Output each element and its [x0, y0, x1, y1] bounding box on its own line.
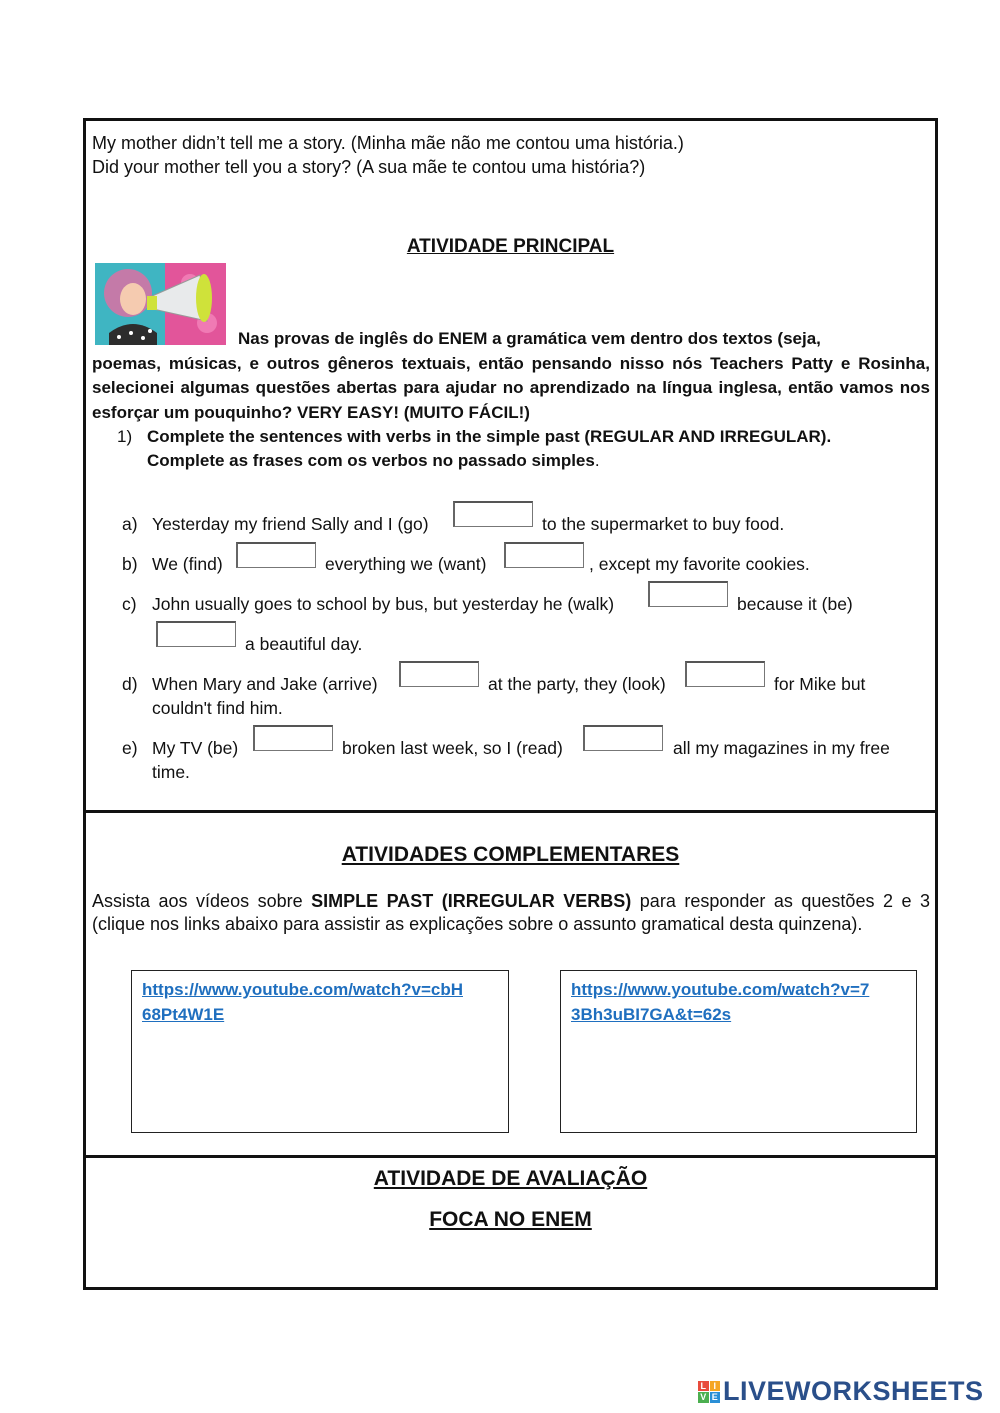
- item-a-letter: a): [122, 514, 138, 534]
- item-b-text-2: everything we (want): [325, 554, 487, 574]
- item-a-text-1: Yesterday my friend Sally and I (go): [152, 514, 429, 534]
- answer-input-c2[interactable]: [156, 621, 236, 647]
- item-e-letter: e): [122, 738, 138, 758]
- answer-input-d1[interactable]: [399, 661, 479, 687]
- complementary-text-before: Assista aos vídeos sobre: [92, 891, 312, 911]
- main-activity-title: ATIVIDADE PRINCIPAL: [406, 236, 615, 257]
- answer-input-e2[interactable]: [583, 725, 663, 751]
- item-c-text-2: because it (be): [737, 594, 853, 614]
- answer-input-a[interactable]: [453, 501, 533, 527]
- answer-input-b1[interactable]: [236, 542, 316, 568]
- item-e-text-4: time.: [152, 762, 190, 782]
- answer-input-e1[interactable]: [253, 725, 333, 751]
- question-pt-period: .: [594, 451, 600, 470]
- paragraph-rest: poemas, músicas, e outros gêneros textuais, então pensando nisso nós Teachers Patty e Rosinha, selecionei algumas questões abertas para ajudar no aprendizado na língua inglesa, então vamos nos esforçar um pouquinho? VERY EASY! (MUITO FÁCIL!): [92, 353, 930, 422]
- item-c-letter: c): [122, 594, 137, 614]
- item-d-text-2: at the party, they (look): [488, 674, 666, 694]
- item-d-text-1: When Mary and Jake (arrive): [152, 674, 378, 694]
- intro-line-2: Did your mother tell you a story? (A sua mãe te contou uma história?): [92, 157, 646, 177]
- video-link-1-line-2[interactable]: 68Pt4W1E: [142, 1005, 225, 1024]
- liveworksheets-logo-icon: L I V E: [698, 1381, 720, 1403]
- item-d-letter: d): [122, 674, 138, 694]
- item-c-text-1: John usually goes to school by bus, but yesterday he (walk): [152, 594, 615, 614]
- item-b-text-3: , except my favorite cookies.: [589, 554, 810, 574]
- video-link-2-line-2[interactable]: 3Bh3uBI7GA&t=62s: [571, 1005, 732, 1024]
- liveworksheets-logo-text: LIVEWORKSHEETS: [723, 1376, 984, 1406]
- answer-input-c1[interactable]: [648, 581, 728, 607]
- evaluation-title: ATIVIDADE DE AVALIAÇÃO: [373, 1167, 648, 1190]
- evaluation-subtitle: FOCA NO ENEM: [429, 1208, 592, 1231]
- item-b-text-1: We (find): [152, 554, 223, 574]
- liveworksheets-logo: [698, 1376, 984, 1407]
- complementary-title: ATIVIDADES COMPLEMENTARES: [341, 843, 680, 866]
- intro-line-1: My mother didn’t tell me a story. (Minha mãe não me contou uma história.): [92, 133, 684, 153]
- complementary-text: [92, 890, 930, 936]
- question-pt-bold: Complete as frases com os verbos no passado simples: [147, 451, 595, 470]
- paragraph-first-line: Nas provas de inglês do ENEM a gramática vem dentro dos textos (seja,: [238, 329, 821, 348]
- answer-input-b2[interactable]: [504, 542, 584, 568]
- question-instruction-pt: [147, 451, 600, 471]
- video-link-2-line-1[interactable]: https://www.youtube.com/watch?v=7: [571, 980, 870, 999]
- video-link-box-2: [560, 970, 917, 1133]
- item-e-text-1: My TV (be): [152, 738, 239, 758]
- item-c-text-3: a beautiful day.: [245, 634, 363, 654]
- item-e-text-3: all my magazines in my free: [673, 738, 890, 758]
- complementary-text-bold: SIMPLE PAST (IRREGULAR VERBS): [311, 891, 632, 911]
- answer-input-d2[interactable]: [685, 661, 765, 687]
- question-instruction-en: Complete the sentences with verbs in the simple past (REGULAR AND IRREGULAR).: [147, 427, 832, 446]
- complementary-text-after: para responder as questões 2 e 3 (clique nos links abaixo para assistir as explicações sobre o assunto gramatical desta quinzena).: [92, 891, 930, 934]
- item-b-letter: b): [122, 554, 138, 574]
- intro-paragraph: [92, 327, 930, 425]
- video-link-1-line-1[interactable]: https://www.youtube.com/watch?v=cbH: [142, 980, 463, 999]
- item-e-text-2: broken last week, so I (read): [342, 738, 563, 758]
- item-d-text-4: couldn't find him.: [152, 698, 283, 718]
- item-a-text-2: to the supermarket to buy food.: [542, 514, 785, 534]
- question-number: 1): [117, 427, 133, 446]
- item-d-text-3: for Mike but: [774, 674, 866, 694]
- video-link-box-1: [131, 970, 509, 1133]
